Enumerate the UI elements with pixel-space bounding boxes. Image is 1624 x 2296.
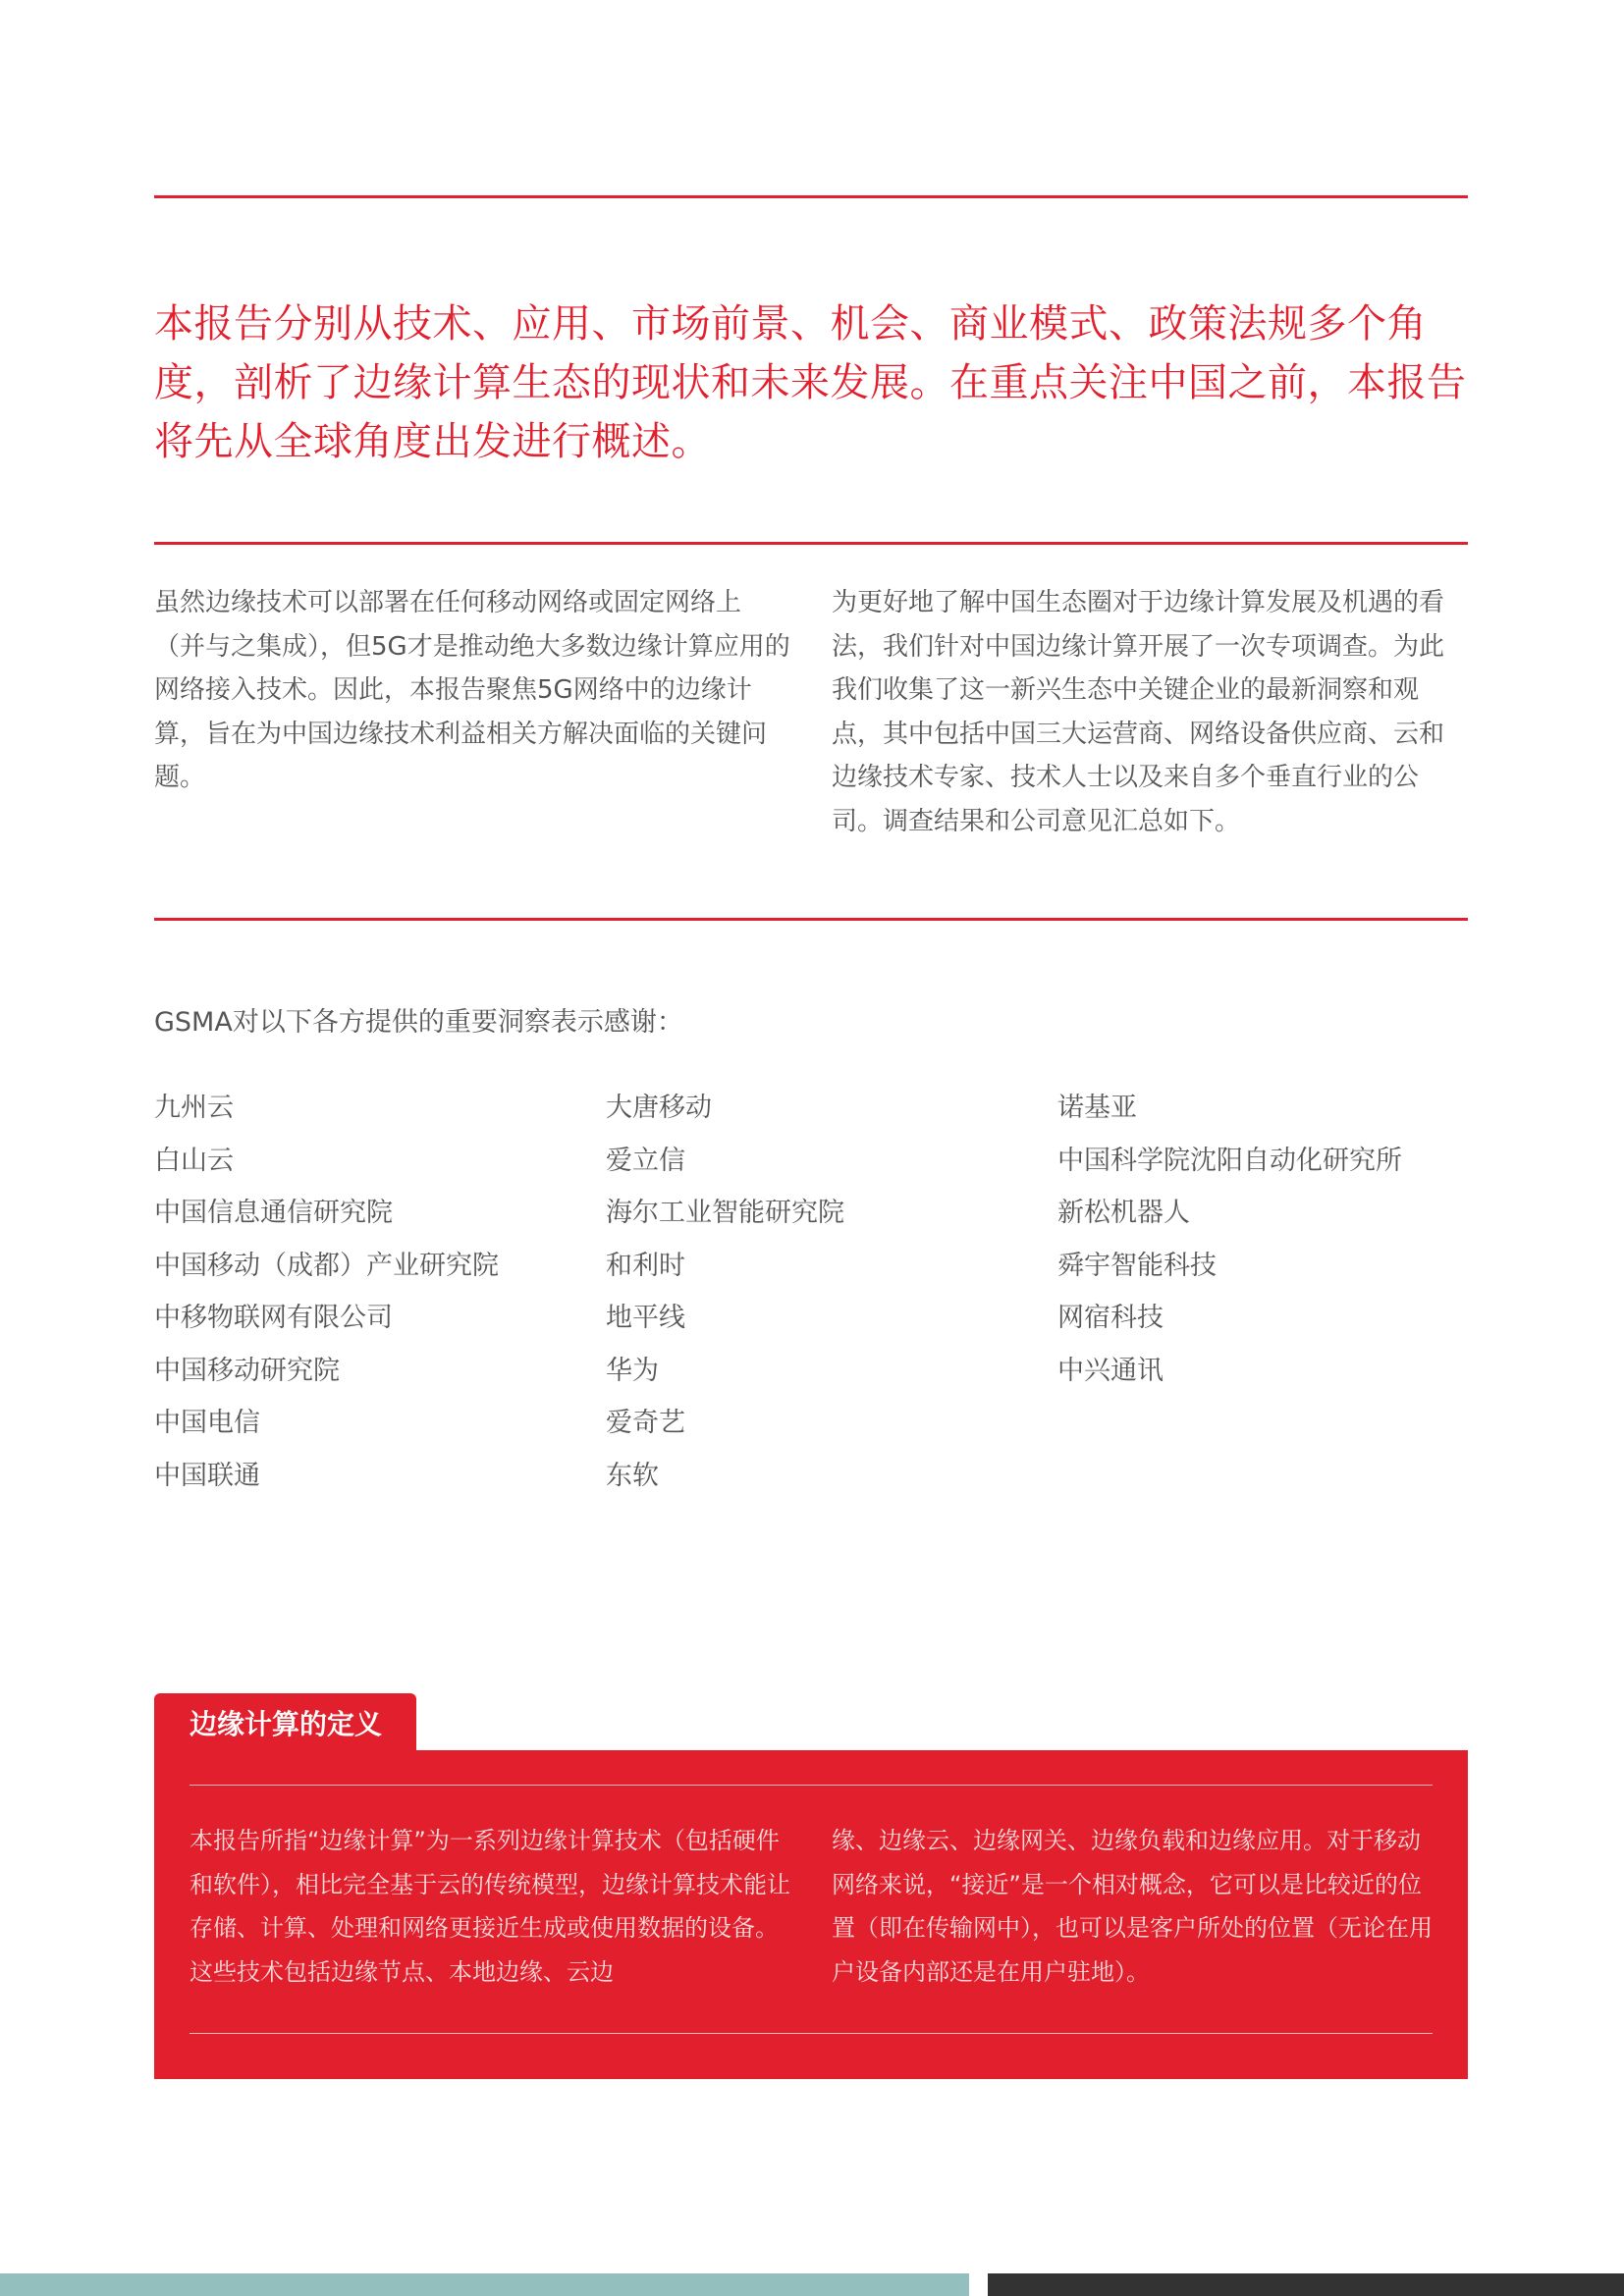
org-item: 大唐移动: [606, 1093, 712, 1123]
footer-bar-dark: [988, 2273, 1624, 2296]
definition-top-rule: [189, 1785, 1433, 1786]
acknowledgements-column-1: [154, 1082, 586, 1502]
definition-box: [154, 1750, 1468, 2079]
top-divider: [154, 195, 1468, 198]
org-item: 地平线: [606, 1303, 685, 1333]
org-item: 中国信息通信研究院: [154, 1198, 393, 1228]
org-item: 中移物联网有限公司: [154, 1303, 393, 1333]
definition-text-right: 缘、边缘云、边缘网关、边缘负载和边缘应用。对于移动网络来说，“接近”是一个相对概念，它可以是比较近的位置（即在传输网中），也可以是客户所处的位置（无论在用户设备内部还是在用户驻地）。: [832, 1827, 1433, 1986]
org-item: 中兴通讯: [1057, 1355, 1164, 1386]
org-item: 爱立信: [606, 1145, 685, 1176]
lead-bottom-divider: [154, 542, 1468, 545]
org-item: 白山云: [154, 1145, 234, 1176]
definition-title-tab: 边缘计算的定义: [154, 1693, 416, 1752]
body-bottom-divider: [154, 918, 1468, 921]
footer-bar-teal: [0, 2273, 969, 2296]
body-column-left: 虽然边缘技术可以部署在任何移动网络或固定网络上（并与之集成），但5G才是推动绝大多数边缘计算应用的网络接入技术。因此，本报告聚焦5G网络中的边缘计算，旨在为中国边缘技术利益相关方解决面临的关键问题。: [154, 588, 790, 792]
org-item: 诺基亚: [1057, 1093, 1137, 1123]
org-item: 中国电信: [154, 1408, 260, 1438]
definition-text-left: 本报告所指“边缘计算”为一系列边缘计算技术（包括硬件和软件），相比完全基于云的传统模型，边缘计算技术能让存储、计算、处理和网络更接近生成或使用数据的设备。这些技术包括边缘节点、本地边缘、云边: [189, 1827, 790, 1986]
org-item: 中国移动研究院: [154, 1355, 340, 1386]
org-item: 爱奇艺: [606, 1408, 685, 1438]
org-item: 舜宇智能科技: [1057, 1250, 1217, 1281]
org-item: 华为: [606, 1355, 659, 1386]
org-item: 网宿科技: [1057, 1303, 1164, 1333]
definition-bottom-rule: [189, 2033, 1433, 2034]
lead-paragraph: 本报告分别从技术、应用、市场前景、机会、商业模式、政策法规多个角度，剖析了边缘计算生态的现状和未来发展。在重点关注中国之前，本报告将先从全球角度出发进行概述。: [154, 301, 1467, 464]
acknowledgements-column-2: [606, 1082, 1038, 1502]
org-item: 东软: [606, 1460, 659, 1491]
org-item: 和利时: [606, 1250, 685, 1281]
acknowledgements-column-3: [1057, 1082, 1489, 1397]
body-column-right: 为更好地了解中国生态圈对于边缘计算发展及机遇的看法，我们针对中国边缘计算开展了一次专项调查。为此我们收集了这一新兴生态中关键企业的最新洞察和观点，其中包括中国三大运营商、网络设备供应商、云和边缘技术专家、技术人士以及来自多个垂直行业的公司。调查结果和公司意见汇总如下。: [832, 588, 1445, 836]
org-item: 中国科学院沈阳自动化研究所: [1057, 1145, 1402, 1176]
acknowledgements-intro: GSMA对以下各方提供的重要洞察表示感谢：: [154, 1007, 683, 1038]
org-item: 中国移动（成都）产业研究院: [154, 1250, 499, 1281]
org-item: 新松机器人: [1057, 1198, 1190, 1228]
org-item: 九州云: [154, 1093, 234, 1123]
org-item: 海尔工业智能研究院: [606, 1198, 844, 1228]
org-item: 中国联通: [154, 1460, 260, 1491]
